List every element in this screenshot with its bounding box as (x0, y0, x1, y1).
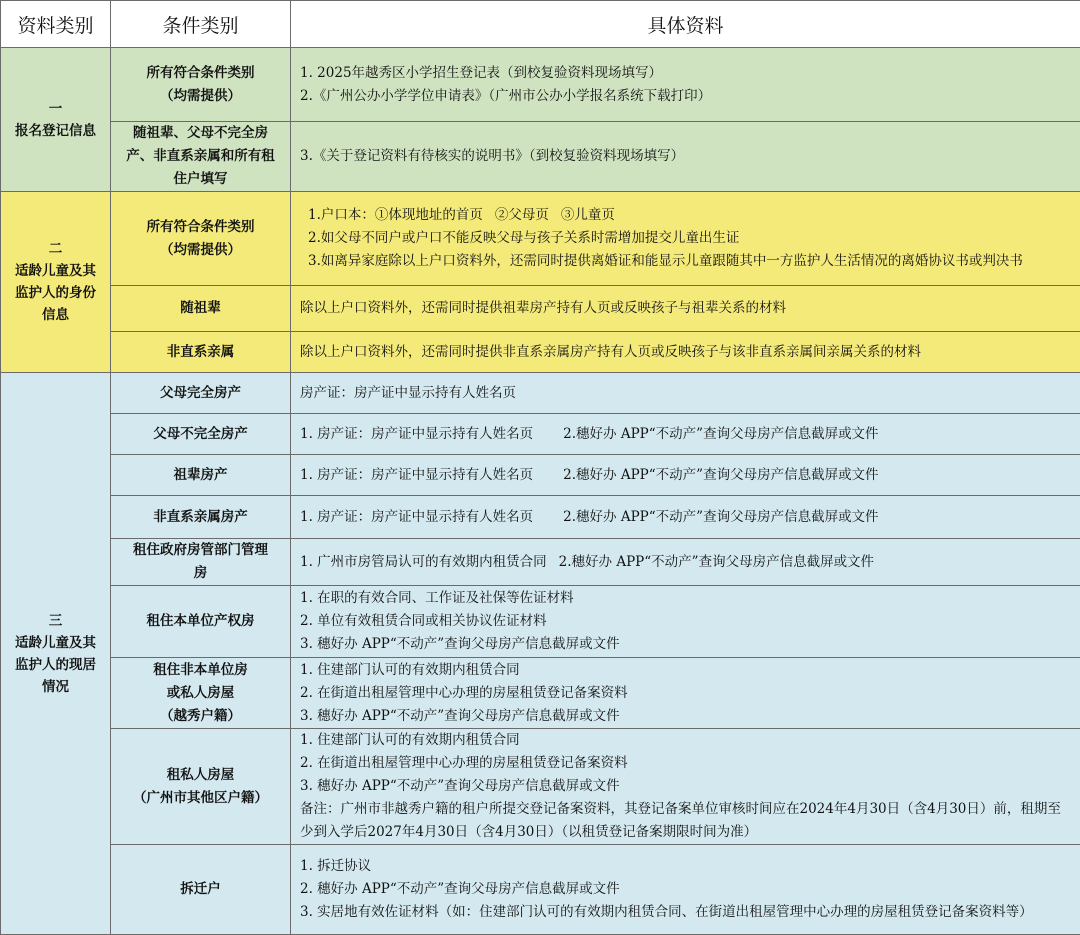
section-number: 二 (4, 238, 107, 260)
table-row (1, 586, 1080, 658)
header-details: 具体资料 (291, 1, 1080, 48)
condition-cell: 父母完全房产 (111, 373, 291, 414)
detail-cell: 1. 广州市房管局认可的有效期内租赁合同 2.穗好办 APP“不动产”查询父母房产信息截屏或文件 (291, 539, 1080, 586)
detail-cell: 1. 在职的有效合同、工作证及社保等佐证材料 2. 单位有效租赁合同或相关协议佐证材料 3. 穗好办 APP“不动产”查询父母房产信息截屏或文件 (291, 586, 1080, 658)
table-row (1, 729, 1080, 845)
detail-cell: 除以上户口资料外，还需同时提供祖辈房产持有人页或反映孩子与祖辈关系的材料 (291, 286, 1080, 332)
table-row (1, 373, 1080, 414)
detail-cell: 1. 房产证：房产证中显示持有人姓名页 2.穗好办 APP“不动产”查询父母房产信息截屏或文件 (291, 496, 1080, 539)
condition-cell: 父母不完全房产 (111, 414, 291, 455)
section-number: 一 (4, 98, 107, 120)
condition-cell: 随祖辈、父母不完全房 产、非直系亲属和所有租 住户填写 (111, 122, 291, 192)
section-title: 报名登记信息 (4, 120, 107, 142)
table-row (1, 845, 1080, 935)
header-condition: 条件类别 (111, 1, 291, 48)
table-row (1, 496, 1080, 539)
detail-cell: 房产证：房产证中显示持有人姓名页 (291, 373, 1080, 414)
table-row (1, 332, 1080, 373)
table-row (1, 286, 1080, 332)
condition-cell: 所有符合条件类别 （均需提供） (111, 192, 291, 286)
table-row (1, 192, 1080, 286)
condition-cell: 随祖辈 (111, 286, 291, 332)
table-row (1, 122, 1080, 192)
condition-cell: 租私人房屋 （广州市其他区户籍） (111, 729, 291, 845)
detail-cell: 1. 房产证：房产证中显示持有人姓名页 2.穗好办 APP“不动产”查询父母房产信息截屏或文件 (291, 414, 1080, 455)
detail-cell: 1. 拆迁协议 2. 穗好办 APP“不动产”查询父母房产信息截屏或文件 3. 实居地有效佐证材料（如：住建部门认可的有效期内租赁合同、在街道出租屋管理中心办理的房屋租赁登记备案资料等） (291, 845, 1080, 935)
header-row (1, 1, 1080, 48)
table-row (1, 539, 1080, 586)
header-category: 资料类别 (1, 1, 111, 48)
detail-cell: 3.《关于登记资料有待核实的说明书》（到校复验资料现场填写） (291, 122, 1080, 192)
section-2-category: 二 适龄儿童及其 监护人的身份 信息 (1, 192, 111, 373)
table-row (1, 658, 1080, 729)
condition-cell: 所有符合条件类别 （均需提供） (111, 48, 291, 122)
detail-cell: 1. 2025年越秀区小学招生登记表（到校复验资料现场填写） 2.《广州公办小学学位申请表》（广州市公办小学报名系统下载打印） (291, 48, 1080, 122)
condition-cell: 租住政府房管部门管理 房 (111, 539, 291, 586)
condition-cell: 租住本单位产权房 (111, 586, 291, 658)
table-row (1, 48, 1080, 122)
detail-cell: 除以上户口资料外，还需同时提供非直系亲属房产持有人页或反映孩子与该非直系亲属间亲属关系的材料 (291, 332, 1080, 373)
detail-cell: 1.户口本：①体现地址的首页 ②父母页 ③儿童页 2.如父母不同户或户口不能反映父母与孩子关系时需增加提交儿童出生证 3.如离异家庭除以上户口资料外，还需同时提供离婚证和能显示儿童跟随其中一方监护人生活情况的离婚协议书或判决书 (291, 192, 1080, 286)
condition-cell: 非直系亲属 (111, 332, 291, 373)
condition-cell: 非直系亲属房产 (111, 496, 291, 539)
detail-cell: 1. 房产证：房产证中显示持有人姓名页 2.穗好办 APP“不动产”查询父母房产信息截屏或文件 (291, 455, 1080, 496)
table-row (1, 455, 1080, 496)
detail-cell: 1. 住建部门认可的有效期内租赁合同 2. 在街道出租屋管理中心办理的房屋租赁登记备案资料 3. 穗好办 APP“不动产”查询父母房产信息截屏或文件 备注：广州市非越秀户籍的租户所提交登记备案资料，其登记备案单位审核时间应在2024年4月30日（含4月30日）前，租期至少到入学后2027年4月30日（含4月30日）（以租赁登记备案期限时间为准） (291, 729, 1080, 845)
condition-cell: 祖辈房产 (111, 455, 291, 496)
condition-cell: 租住非本单位房 或私人房屋 （越秀户籍） (111, 658, 291, 729)
condition-cell: 拆迁户 (111, 845, 291, 935)
detail-cell: 1. 住建部门认可的有效期内租赁合同 2. 在街道出租屋管理中心办理的房屋租赁登记备案资料 3. 穗好办 APP“不动产”查询父母房产信息截屏或文件 (291, 658, 1080, 729)
section-1-category (1, 48, 111, 192)
table-row (1, 414, 1080, 455)
section-3-category: 三 适龄儿童及其 监护人的现居 情况 (1, 373, 111, 935)
section-number: 三 (4, 610, 107, 632)
